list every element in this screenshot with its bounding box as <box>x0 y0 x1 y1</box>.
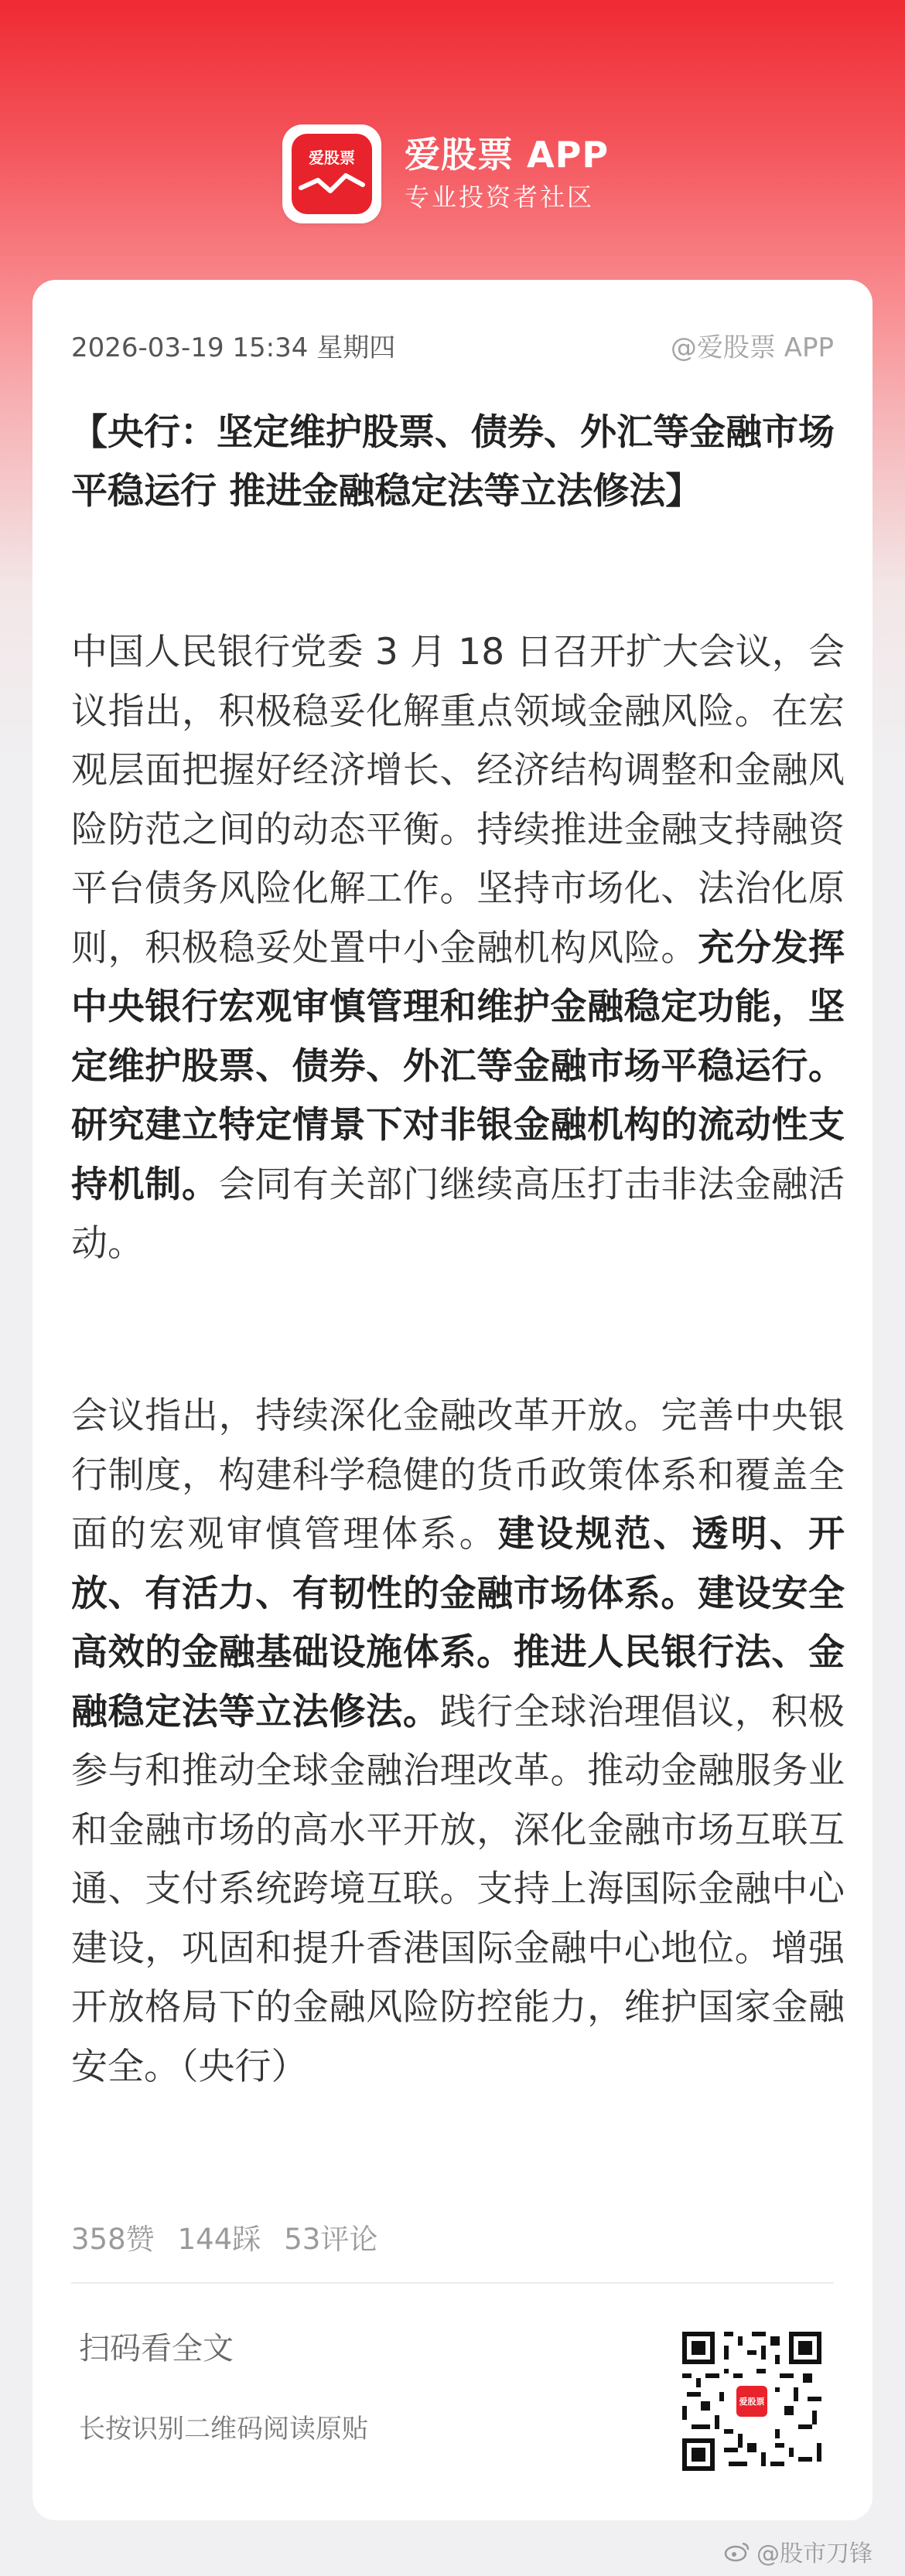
post-stats <box>71 2216 377 2257</box>
logo-text: 爱股票 <box>309 148 355 167</box>
post-card <box>32 280 873 2520</box>
qr-code[interactable] <box>682 2332 821 2471</box>
post-paragraph-2 <box>71 1387 845 2097</box>
app-logo-graphic <box>292 134 372 214</box>
paragraph-text: 践行全球治理倡议，积极参与和推动全球金融治理改革。推动金融服务业和金融市场的高水平开放，深化金融市场互联互通、支付系统跨境互联。支持上海国际金融中心建设，巩固和提升香港国际金融中心地位。增强开放格局下的金融风险防控能力，维护国家金融安全。（央行） <box>71 1690 845 2088</box>
brand-slogan: 专业投资者社区 <box>405 182 595 212</box>
paragraph-bold-text: 充分发挥中央银行宏观审慎管理和维护金融稳定功能，坚定维护股票、债券、外汇等金融市场平稳运行。研究建立特定情景下对非银金融机构的流动性支持机制。 <box>71 926 845 1206</box>
likes-count[interactable]: 358赞 <box>71 2223 155 2256</box>
paragraph-text: 会议指出，持续深化金融改革开放。完善中央银行制度，构建科学稳健的货币政策体系和覆盖全面的宏观审慎管理体系。 <box>71 1395 845 1555</box>
dislikes-count[interactable]: 144踩 <box>177 2223 261 2256</box>
brand-name: 爱股票 APP <box>405 134 610 175</box>
qr-logo-badge <box>733 2383 770 2420</box>
weibo-icon <box>724 2540 750 2562</box>
watermark-text: @股市刀锋 <box>756 2540 873 2567</box>
post-datetime: 2026-03-19 15:34 星期四 <box>71 332 396 363</box>
app-logo-icon <box>282 124 381 223</box>
paragraph-bold-text: 建设规范、透明、开放、有活力、有韧性的金融市场体系。建设安全高效的金融基础设施体系。推进人民银行法、金融稳定法等立法修法。 <box>71 1513 845 1733</box>
post-paragraph-1 <box>71 623 845 1274</box>
qr-logo-text: 爱股票 <box>736 2386 767 2417</box>
post-source: @爱股票 APP <box>670 332 834 363</box>
post-title: 【央行：坚定维护股票、债券、外汇等金融市场平稳运行 推进金融稳定法等立法修法】 <box>71 411 835 513</box>
brand-text <box>405 131 609 216</box>
scan-subtitle: 长按识别二维码阅读原贴 <box>79 2414 368 2445</box>
paragraph-text: 中国人民银行党委 3 月 18 日召开扩大会议，会议指出，积极稳妥化解重点领域金融风险。在宏观层面把握好经济增长、经济结构调整和金融风险防范之间的动态平衡。持续推进金融支持融资平台债务风险化解工作。坚持市场化、法治化原则，积极稳妥处置中小金融机构风险。 <box>71 631 845 969</box>
watermark <box>724 2534 873 2568</box>
post-meta <box>71 326 834 363</box>
comments-count[interactable]: 53评论 <box>284 2223 378 2256</box>
scan-title: 扫码看全文 <box>79 2331 234 2366</box>
paragraph-text: 会同有关部门继续高压打击非法金融活动。 <box>71 1163 845 1265</box>
divider <box>71 2282 834 2284</box>
brand-header <box>282 124 609 224</box>
